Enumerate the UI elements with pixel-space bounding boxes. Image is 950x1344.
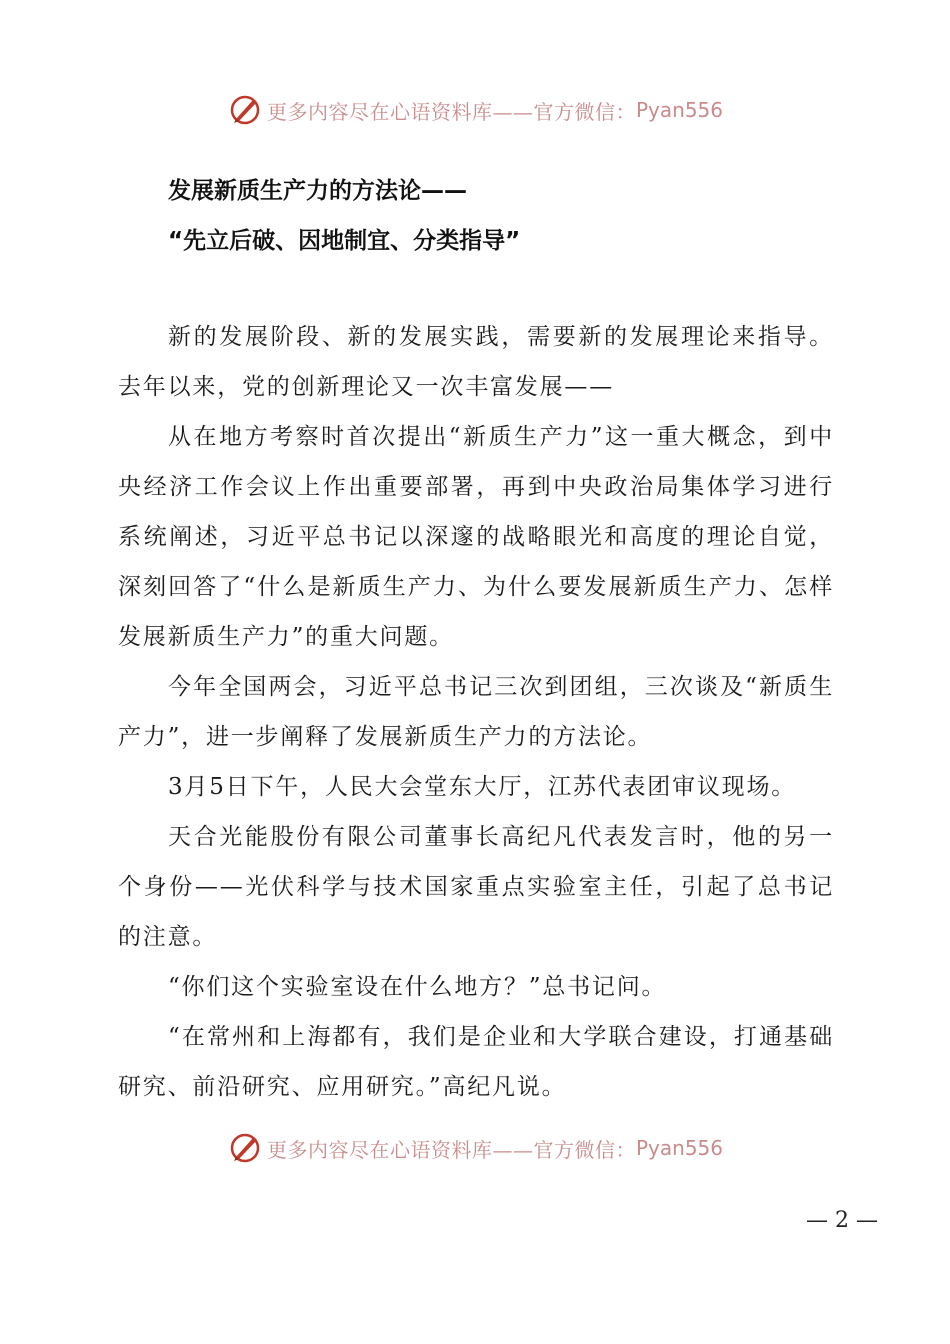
paragraph: 从在地方考察时首次提出“新质生产力”这一重大概念，到中央经济工作会议上作出重要部署，再到中央政治局集体学习进行系统阐述，习近平总书记以深邃的战略眼光和高度的理论自觉，深刻回答了“什么是新质生产力、为什么要发展新质生产力、怎样发展新质生产力”的重大问题。 <box>118 424 834 650</box>
page-number: — 2 — <box>806 1208 878 1233</box>
document-body <box>118 312 834 1112</box>
watermark-banner-bottom <box>0 1128 950 1168</box>
watermark-banner-top <box>0 90 950 130</box>
document-title-line-2: “先立后破、因地制宜、分类指导” <box>168 228 521 254</box>
watermark-text: 更多内容尽在心语资料库——官方微信： <box>266 99 636 124</box>
paragraph: “你们这个实验室设在什么地方？”总书记问。 <box>168 974 667 1000</box>
pen-logo-icon <box>227 1130 263 1166</box>
paragraph: 天合光能股份有限公司董事长高纪凡代表发言时，他的另一个身份——光伏科学与技术国家重点实验室主任，引起了总书记的注意。 <box>118 824 834 950</box>
paragraph: “在常州和上海都有，我们是企业和大学联合建设，打通基础研究、前沿研究、应用研究。”高纪凡说。 <box>118 1024 834 1100</box>
paragraph: 新的发展阶段、新的发展实践，需要新的发展理论来指导。去年以来，党的创新理论又一次丰富发展—— <box>118 324 834 400</box>
watermark-text: 更多内容尽在心语资料库——官方微信： <box>266 1137 636 1162</box>
document-title-line-1: 发展新质生产力的方法论—— <box>168 178 467 204</box>
paragraph: 3月5日下午，人民大会堂东大厅，江苏代表团审议现场。 <box>168 774 797 800</box>
watermark-wechat-id: Pyan556 <box>635 98 723 122</box>
watermark-wechat-id: Pyan556 <box>635 1136 723 1160</box>
paragraph: 今年全国两会，习近平总书记三次到团组，三次谈及“新质生产力”，进一步阐释了发展新质生产力的方法论。 <box>118 674 834 750</box>
pen-logo-icon <box>227 92 263 128</box>
